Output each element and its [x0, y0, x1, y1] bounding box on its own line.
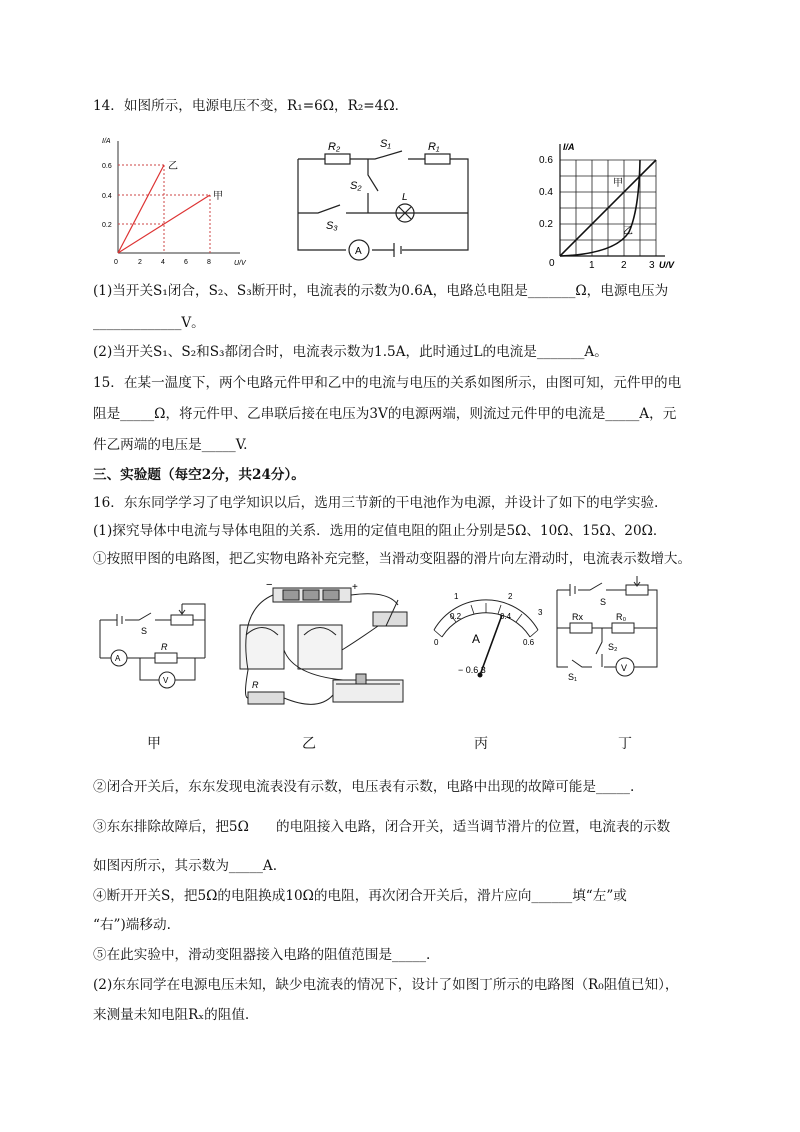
caption-jia: 甲 [147, 736, 161, 752]
q14-sub1-line2: _____________V。 [93, 315, 205, 331]
scale-2: 2 [508, 592, 513, 601]
q14-sub2: (2)当开关S₁、S₂和S₃都闭合时，电流表示数为1.5A，此时通过L的电流是_______A。 [93, 344, 608, 360]
s2-label: S₂ [350, 180, 362, 192]
q16-intro: 16．东东同学学习了电学知识以后，选用三节新的干电池作为电源，并设计了如下的电学实验. [93, 495, 659, 511]
x-axis-label: U/V [234, 260, 246, 267]
r2-label: R₂ [328, 141, 341, 153]
q15-line1: 15．在某一温度下，两个电路元件甲和乙中的电流与电压的关系如图所示，由图可知，元件甲的电 [93, 375, 682, 391]
q15-line3: 件乙两端的电压是_____V. [93, 437, 248, 453]
q16-step2: ②闭合开关后，东东发现电流表没有示数，电压表有示数，电路中出现的故障可能是_____. [93, 779, 635, 795]
rx-label: Rx [572, 612, 583, 622]
series-label-jia: 甲 [213, 191, 223, 202]
y-axis-label: I/A [102, 138, 111, 145]
series-label-yi: 乙 [623, 226, 633, 237]
s1-label: S₁ [380, 138, 391, 150]
fig14-circuit [290, 137, 480, 267]
voltmeter-label: V [621, 663, 628, 673]
unit-label: A [472, 632, 481, 646]
q16-step3-line2: 如图丙所示，其示数为_____A. [93, 858, 278, 874]
r0-label: R₀ [616, 612, 627, 622]
y-tick: 0.2 [539, 219, 553, 230]
q16-step4-line2: “右”)端移动. [93, 917, 171, 933]
caption-ding: 丁 [618, 736, 632, 752]
series-label-yi: 乙 [168, 161, 178, 172]
y-axis-label: I/A [563, 142, 575, 152]
q16-step4-line1: ④断开开关S，把5Ω的电阻换成10Ω的电阻，再次闭合开关后，滑片应向______填“左”或 [93, 888, 627, 904]
y-tick: 0.6 [102, 163, 112, 170]
section-heading: 三、实验题（每空2分，共24分）。 [93, 467, 305, 483]
q15-line2: 阻是_____Ω，将元件甲、乙串联后接在电压为3V的电源两端，则流过元件甲的电流是_____A，元 [93, 406, 677, 422]
x-tick: 6 [184, 259, 188, 266]
x-tick: 2 [138, 259, 142, 266]
x-tick: 4 [161, 259, 165, 266]
resistor-label: R [252, 680, 259, 690]
r1-label: R₁ [428, 141, 440, 153]
q14-stem: 14．如图所示，电源电压不变，R₁=6Ω，R₂=4Ω． [93, 98, 409, 114]
s3-label: S₃ [326, 220, 338, 232]
q16-part2-line2: 来测量未知电阻Rₓ的阻值. [93, 1007, 250, 1023]
q16-part2-line1: (2)东东同学在电源电压未知，缺少电流表的情况下，设计了如图丁所示的电路图（R₀阻值已知）， [93, 977, 679, 993]
voltmeter-label: V [163, 676, 169, 685]
x-tick: 0 [114, 259, 118, 266]
resistor-label: R [161, 642, 168, 652]
x-tick: 3 [649, 260, 655, 271]
fig-jia-circuit [95, 600, 220, 700]
q14-sub1-line1: (1)当开关S₁闭合，S₂、S₃断开时，电流表的示数为0.6A，电路总电阻是_______Ω，电源电压为 [93, 283, 669, 299]
x-axis-label: U/V [659, 260, 675, 270]
battery-plus: + [352, 582, 358, 593]
scale-0.4: 0.4 [500, 612, 512, 621]
lamp-label: L [402, 192, 408, 203]
y-tick: 0.2 [102, 222, 112, 229]
x-tick: 0 [549, 258, 555, 269]
switch-s-label: S [600, 597, 607, 607]
fig15-iu-grid-graph [535, 140, 685, 275]
q16-part1: (1)探究导体中电流与导体电阻的关系．选用的定值电阻的阻止分别是5Ω、10Ω、15Ω、20Ω． [93, 523, 667, 539]
scale-0.6: 0.6 [523, 638, 535, 647]
ammeter-label: A [355, 246, 362, 257]
caption-yi: 乙 [302, 736, 316, 752]
x-tick: 1 [589, 260, 595, 271]
x-tick: 8 [207, 259, 211, 266]
q16-step1: ①按照甲图的电路图，把乙实物电路补充完整，当滑动变阻器的滑片向左滑动时，电流表示数增大。 [93, 551, 692, 567]
switch-s1-label: S₁ [568, 672, 578, 682]
scale-0: 0 [434, 638, 439, 647]
scale-0.2: 0.2 [450, 612, 462, 621]
q16-step3-line1: ③东东排除故障后，把5Ω 的电阻接入电路，闭合开关，适当调节滑片的位置，电流表的示数 [93, 819, 671, 835]
fig-ding-circuit [552, 582, 677, 687]
battery-minus: − [266, 579, 273, 591]
switch-label: S [141, 626, 148, 636]
caption-bing: 丙 [474, 736, 488, 752]
y-tick: 0.6 [539, 155, 553, 166]
ammeter-label: A [115, 654, 121, 663]
scale-3: 3 [538, 608, 543, 617]
y-tick: 0.4 [102, 193, 112, 200]
series-label-jia: 甲 [613, 178, 623, 189]
y-tick: 0.4 [539, 187, 553, 198]
fig-yi-physical-circuit [228, 580, 418, 720]
terminal-labels: − 0.6 3 [458, 665, 486, 675]
fig14-iu-graph [100, 133, 250, 273]
q16-step5: ⑤在此实验中，滑动变阻器接入电路的阻值范围是_____. [93, 947, 431, 963]
x-tick: 2 [621, 260, 627, 271]
switch-s2-label: S₂ [608, 642, 618, 652]
scale-1: 1 [454, 592, 459, 601]
fig-bing-ammeter-dial [420, 585, 550, 690]
